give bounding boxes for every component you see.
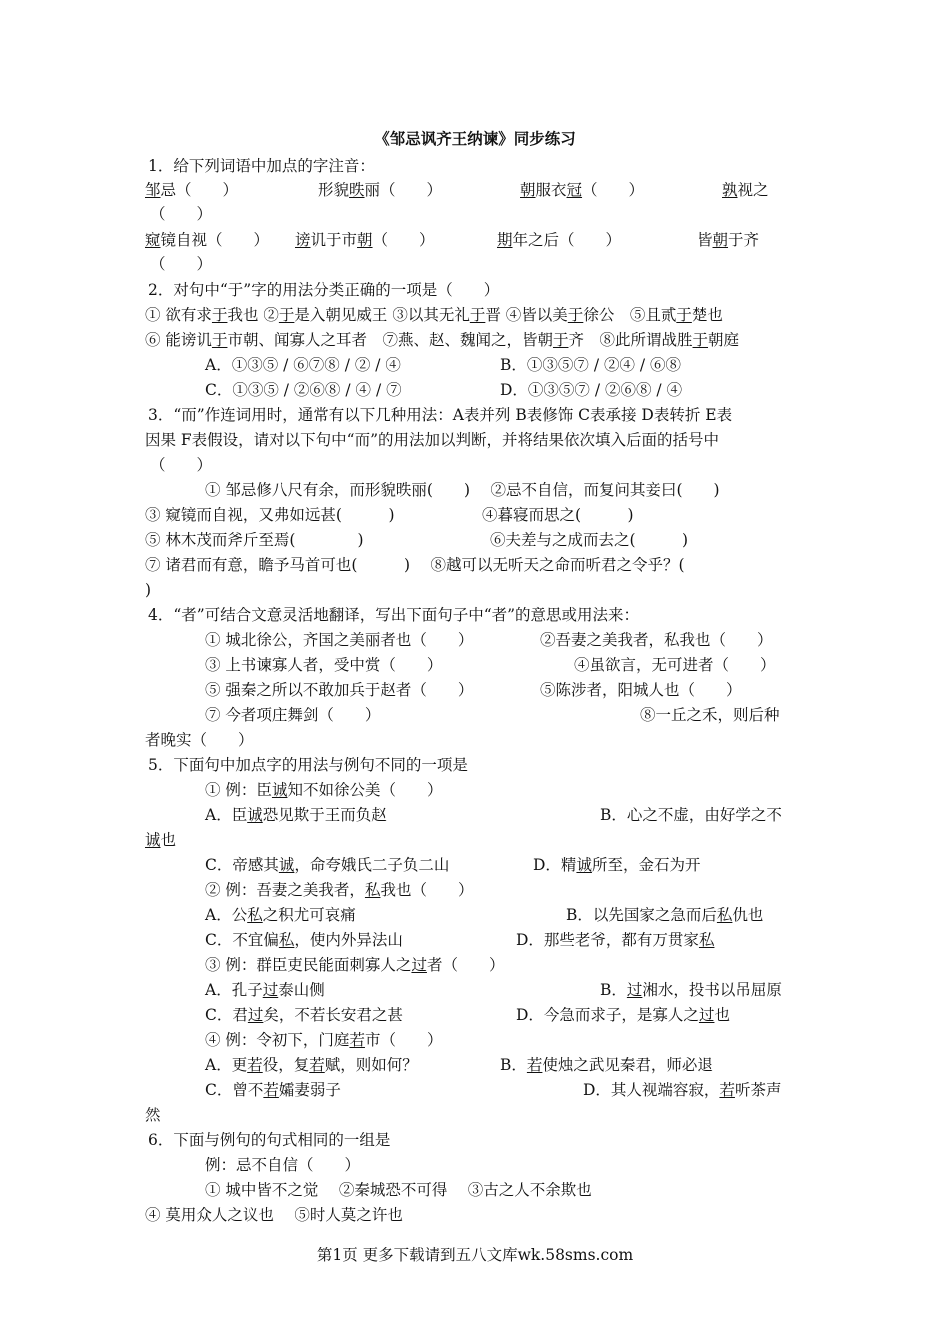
- underlined-char: 窥: [145, 231, 161, 249]
- text-line: [205, 1055, 418, 1075]
- text-segment: ① 城北徐公，齐国之美丽者也（ ）: [205, 631, 474, 649]
- text-segment: 也: [714, 1006, 730, 1024]
- text-line: [145, 330, 739, 350]
- text-line: [145, 1105, 161, 1125]
- text-segment: 市朝、闻寡人之耳者 ⑦燕、赵、魏闻之，皆朝: [227, 331, 553, 349]
- text-line: [148, 405, 732, 425]
- text-segment: ② 例：吾妻之美我者，: [205, 881, 365, 899]
- text-segment: ⑦ 诸君而有意，瞻予马首可也( ) ⑧越可以无听天之命而听君之令乎？(: [145, 556, 685, 574]
- text-line: [148, 605, 639, 625]
- text-segment: ⑥ 能谤讥: [145, 331, 212, 349]
- underlined-char: 过: [698, 1006, 715, 1024]
- text-segment: （ ）: [150, 255, 213, 273]
- text-segment: ③ 窥镜而自视，又弗如远甚( ): [145, 506, 395, 524]
- text-segment: 皆: [697, 231, 713, 249]
- text-segment: ⑤ 强秦之所以不敢加兵于赵者（ ）: [205, 681, 474, 699]
- underlined-char: 诚: [145, 831, 161, 849]
- text-line: [145, 555, 685, 575]
- text-segment: ④ 莫用众人之议也 ⑤时人莫之许也: [145, 1206, 403, 1224]
- underlined-char: 于: [567, 306, 584, 324]
- text-segment: 6．下面与例句的句式相同的一组是: [148, 1131, 391, 1149]
- text-segment: ① 欲有求: [145, 306, 212, 324]
- text-line: [150, 254, 212, 274]
- text-segment: 镜自视（ ）: [160, 231, 270, 249]
- underlined-char: 诚: [271, 781, 288, 799]
- text-segment: 年之后（ ）: [512, 231, 622, 249]
- text-line: [722, 180, 769, 200]
- text-line: [205, 630, 473, 650]
- underlined-char: 过: [262, 981, 279, 999]
- text-line: [205, 1005, 403, 1025]
- text-segment: D．①③⑤⑦ / ②⑥⑧ / ④: [500, 381, 683, 399]
- text-segment: 于齐: [728, 231, 760, 249]
- text-line: [205, 905, 356, 925]
- text-segment: B．: [600, 981, 627, 999]
- text-segment: ⑥夫差与之成而去之( ): [490, 531, 689, 549]
- underlined-char: 若: [719, 1081, 735, 1099]
- text-segment: 5．下面句中加点字的用法与例句不同的一项是: [148, 756, 468, 774]
- text-line: [145, 730, 254, 750]
- text-segment: 形貌: [318, 181, 350, 199]
- text-line: [482, 505, 634, 525]
- text-line: [520, 180, 644, 200]
- text-segment: 3．“而”作连词用时，通常有以下几种用法：A表并列 B表修饰 C表承接 D表转折 E表: [148, 406, 733, 424]
- underlined-char: 若: [247, 1056, 263, 1074]
- text-line: [205, 805, 387, 825]
- text-line: [205, 980, 325, 1000]
- text-segment: ① 例：臣: [205, 781, 272, 799]
- text-segment: （ ）: [582, 181, 645, 199]
- text-line: [205, 955, 504, 975]
- text-line: [500, 380, 682, 400]
- underlined-char: 于: [469, 306, 486, 324]
- text-segment: 4．“者”可结合文意灵活地翻译，写出下面句子中“者”的意思或用法来：: [148, 606, 640, 624]
- text-line: [540, 630, 773, 650]
- document-title: 《邹忌讽齐王纳谏》同步练习: [374, 129, 576, 148]
- text-segment: 1．给下列词语中加点的字注音：: [148, 157, 375, 175]
- text-segment: ⑦ 今者项庄舞剑（ ）: [205, 706, 381, 724]
- underlined-char: 朝: [520, 181, 536, 199]
- text-line: [205, 855, 449, 875]
- text-segment: ③ 例：群臣吏民能面刺寡人之: [205, 956, 412, 974]
- text-segment: 视之: [737, 181, 769, 199]
- text-line: [205, 655, 442, 675]
- underlined-char: 私: [278, 931, 295, 949]
- text-line: [145, 230, 269, 250]
- text-segment: 楚也: [691, 306, 723, 324]
- text-line: [145, 430, 719, 450]
- text-segment: B．①③⑤⑦ / ②④ / ⑥⑧: [500, 356, 682, 374]
- text-segment: 市（ ）: [364, 1031, 443, 1049]
- text-segment: C．曾不: [205, 1081, 264, 1099]
- text-line: [150, 204, 212, 224]
- text-line: [583, 1080, 781, 1100]
- text-segment: D．那些老爷，都有万贯家: [516, 931, 699, 949]
- underlined-char: 私: [698, 931, 715, 949]
- text-line: [697, 230, 759, 250]
- text-line: [145, 505, 395, 525]
- text-line: [205, 1155, 360, 1175]
- text-line: [540, 680, 742, 700]
- text-segment: 湘水，投书以吊屈原: [642, 981, 782, 999]
- underlined-char: 若: [309, 1056, 325, 1074]
- text-line: [205, 880, 473, 900]
- text-segment: D．今急而求子，是寡人之: [516, 1006, 699, 1024]
- underlined-char: 私: [247, 906, 263, 924]
- text-segment: 赋，则如何？: [324, 1056, 418, 1074]
- text-line: [205, 480, 720, 500]
- text-segment: 仇也: [732, 906, 764, 924]
- text-segment: B．心之不虚，由好学之不: [600, 806, 782, 824]
- text-segment: ，使内外异法山: [294, 931, 403, 949]
- text-segment: 所至，金石为开: [591, 856, 701, 874]
- text-segment: C．①③⑤ / ②⑥⑧ / ④ / ⑦: [205, 381, 402, 399]
- text-line: [497, 230, 621, 250]
- text-segment: 矣，不若长安君之甚: [263, 1006, 403, 1024]
- text-line: [490, 530, 688, 550]
- text-segment: ⑤陈涉者，阳城人也（ ）: [540, 681, 742, 699]
- underlined-char: 诚: [247, 806, 263, 824]
- text-segment: 2．对句中“于”字的用法分类正确的一项是（ ）: [148, 281, 500, 299]
- text-line: [148, 1130, 390, 1150]
- text-segment: A．公: [205, 906, 248, 924]
- text-segment: （ ）: [150, 205, 213, 223]
- text-line: [205, 355, 401, 375]
- text-segment: 孀妻弱子: [278, 1081, 341, 1099]
- text-line: [640, 705, 780, 725]
- underlined-char: 私: [716, 906, 733, 924]
- text-segment: A．①③⑤ / ⑥⑦⑧ / ② / ④: [205, 356, 401, 374]
- underlined-char: 若: [526, 1056, 543, 1074]
- text-segment: 朝庭: [708, 331, 740, 349]
- text-segment: ⑧一丘之禾，则后种: [640, 706, 780, 724]
- text-segment: ① 邹忌修八尺有余，而形貌昳丽( ) ②忌不自信，而复问其妾曰( ): [205, 481, 720, 499]
- text-segment: C．不宜偏: [205, 931, 279, 949]
- text-segment: B．: [500, 1056, 527, 1074]
- text-line: [205, 680, 473, 700]
- text-segment: 也: [160, 831, 177, 849]
- text-segment: 听茶声: [734, 1081, 782, 1099]
- text-segment: （ ）: [150, 456, 213, 474]
- text-line: [145, 180, 238, 200]
- text-segment: 徐公 ⑤且贰: [583, 306, 677, 324]
- text-segment: 使烛之武见秦君，师必退: [542, 1056, 713, 1074]
- text-line: [150, 455, 212, 475]
- text-segment: 者（ ）: [426, 956, 505, 974]
- text-segment: 晋 ④皆以美: [485, 306, 568, 324]
- text-line: [574, 655, 776, 675]
- underlined-char: 于: [552, 331, 569, 349]
- text-line: [533, 855, 700, 875]
- text-segment: ④暮寝而思之( ): [482, 506, 634, 524]
- text-line: [205, 930, 403, 950]
- text-line: [600, 980, 782, 1000]
- underlined-char: 谤: [295, 231, 311, 249]
- text-line: [600, 805, 782, 825]
- text-segment: （ ）: [372, 231, 435, 249]
- text-segment: 知不如徐公美（ ）: [287, 781, 443, 799]
- text-line: [516, 930, 714, 950]
- underlined-char: 于: [278, 306, 295, 324]
- underlined-char: 朝: [712, 231, 729, 249]
- underlined-char: 昳: [349, 181, 365, 199]
- text-segment: ): [145, 581, 152, 599]
- text-line: [205, 380, 402, 400]
- text-line: [145, 1205, 403, 1225]
- underlined-char: 过: [626, 981, 643, 999]
- text-segment: ②吾妻之美我者，私我也（ ）: [540, 631, 773, 649]
- text-segment: B．以先国家之急而后: [566, 906, 717, 924]
- text-line: [205, 780, 442, 800]
- text-segment: 服衣: [535, 181, 567, 199]
- underlined-char: 于: [211, 306, 228, 324]
- text-segment: 丽（ ）: [364, 181, 443, 199]
- text-line: [205, 1080, 341, 1100]
- text-segment: 是入朝见威王 ③以其无礼: [294, 306, 470, 324]
- underlined-char: 邹: [145, 181, 161, 199]
- text-segment: 例：忌不自信（ ）: [205, 1156, 361, 1174]
- text-segment: ③ 上书谏寡人者，受中赏（ ）: [205, 656, 443, 674]
- underlined-char: 冠: [566, 181, 583, 199]
- text-line: [148, 280, 499, 300]
- underlined-char: 若: [349, 1031, 365, 1049]
- text-line: [145, 530, 364, 550]
- text-segment: C．帝感其: [205, 856, 279, 874]
- text-line: [148, 755, 468, 775]
- text-segment: 因果 F表假设，请对以下句中“而”的用法加以判断，并将结果依次填入后面的括号中: [145, 431, 720, 449]
- text-segment: ④虽欲言，无可进者（ ）: [574, 656, 776, 674]
- text-segment: D．精: [533, 856, 577, 874]
- text-segment: D．其人视端容寂，: [583, 1081, 720, 1099]
- text-segment: 我也 ②: [227, 306, 279, 324]
- underlined-char: 过: [411, 956, 427, 974]
- text-line: [205, 705, 380, 725]
- text-segment: 役，复: [262, 1056, 310, 1074]
- text-segment: 恐见欺于王而负赵: [262, 806, 387, 824]
- underlined-char: 于: [692, 331, 709, 349]
- text-line: [500, 1055, 713, 1075]
- text-line: [205, 1030, 442, 1050]
- underlined-char: 朝: [357, 231, 373, 249]
- text-line: [566, 905, 763, 925]
- text-segment: 我也（ ）: [380, 881, 474, 899]
- text-segment: 然: [145, 1106, 161, 1124]
- text-segment: A．更: [205, 1056, 248, 1074]
- underlined-char: 若: [263, 1081, 279, 1099]
- text-line: [145, 580, 151, 600]
- text-line: [318, 180, 442, 200]
- text-segment: ④ 例：令初下，门庭: [205, 1031, 350, 1049]
- text-segment: 之积尤可哀痛: [262, 906, 356, 924]
- text-line: [295, 230, 435, 250]
- underlined-char: 诚: [576, 856, 592, 874]
- text-line: [145, 830, 176, 850]
- text-segment: 忌（ ）: [160, 181, 239, 199]
- text-line: [516, 1005, 730, 1025]
- underlined-char: 诚: [278, 856, 295, 874]
- text-segment: ⑤ 林木茂而斧斤至焉( ): [145, 531, 364, 549]
- text-segment: A．臣: [205, 806, 248, 824]
- text-line: [148, 156, 375, 176]
- text-segment: A．孔子: [205, 981, 263, 999]
- text-line: [500, 355, 681, 375]
- underlined-char: 过: [247, 1006, 264, 1024]
- text-segment: C．君: [205, 1006, 248, 1024]
- underlined-char: 于: [211, 331, 228, 349]
- text-line: [205, 1180, 592, 1200]
- page-footer: 第1页 更多下载请到五八文库wk.58sms.com: [316, 1246, 634, 1264]
- text-segment: ① 城中皆不之觉 ②秦城恐不可得 ③古之人不余欺也: [205, 1181, 592, 1199]
- underlined-char: 期: [497, 231, 513, 249]
- text-segment: 者晚实（ ）: [145, 731, 254, 749]
- text-segment: 泰山侧: [278, 981, 325, 999]
- underlined-char: 孰: [722, 181, 738, 199]
- underlined-char: 私: [364, 881, 381, 899]
- text-segment: ，命夸娥氏二子负二山: [294, 856, 450, 874]
- text-segment: 齐 ⑧此所谓战胜: [568, 331, 693, 349]
- text-segment: 讥于市: [310, 231, 358, 249]
- underlined-char: 于: [676, 306, 692, 324]
- text-line: [145, 305, 723, 325]
